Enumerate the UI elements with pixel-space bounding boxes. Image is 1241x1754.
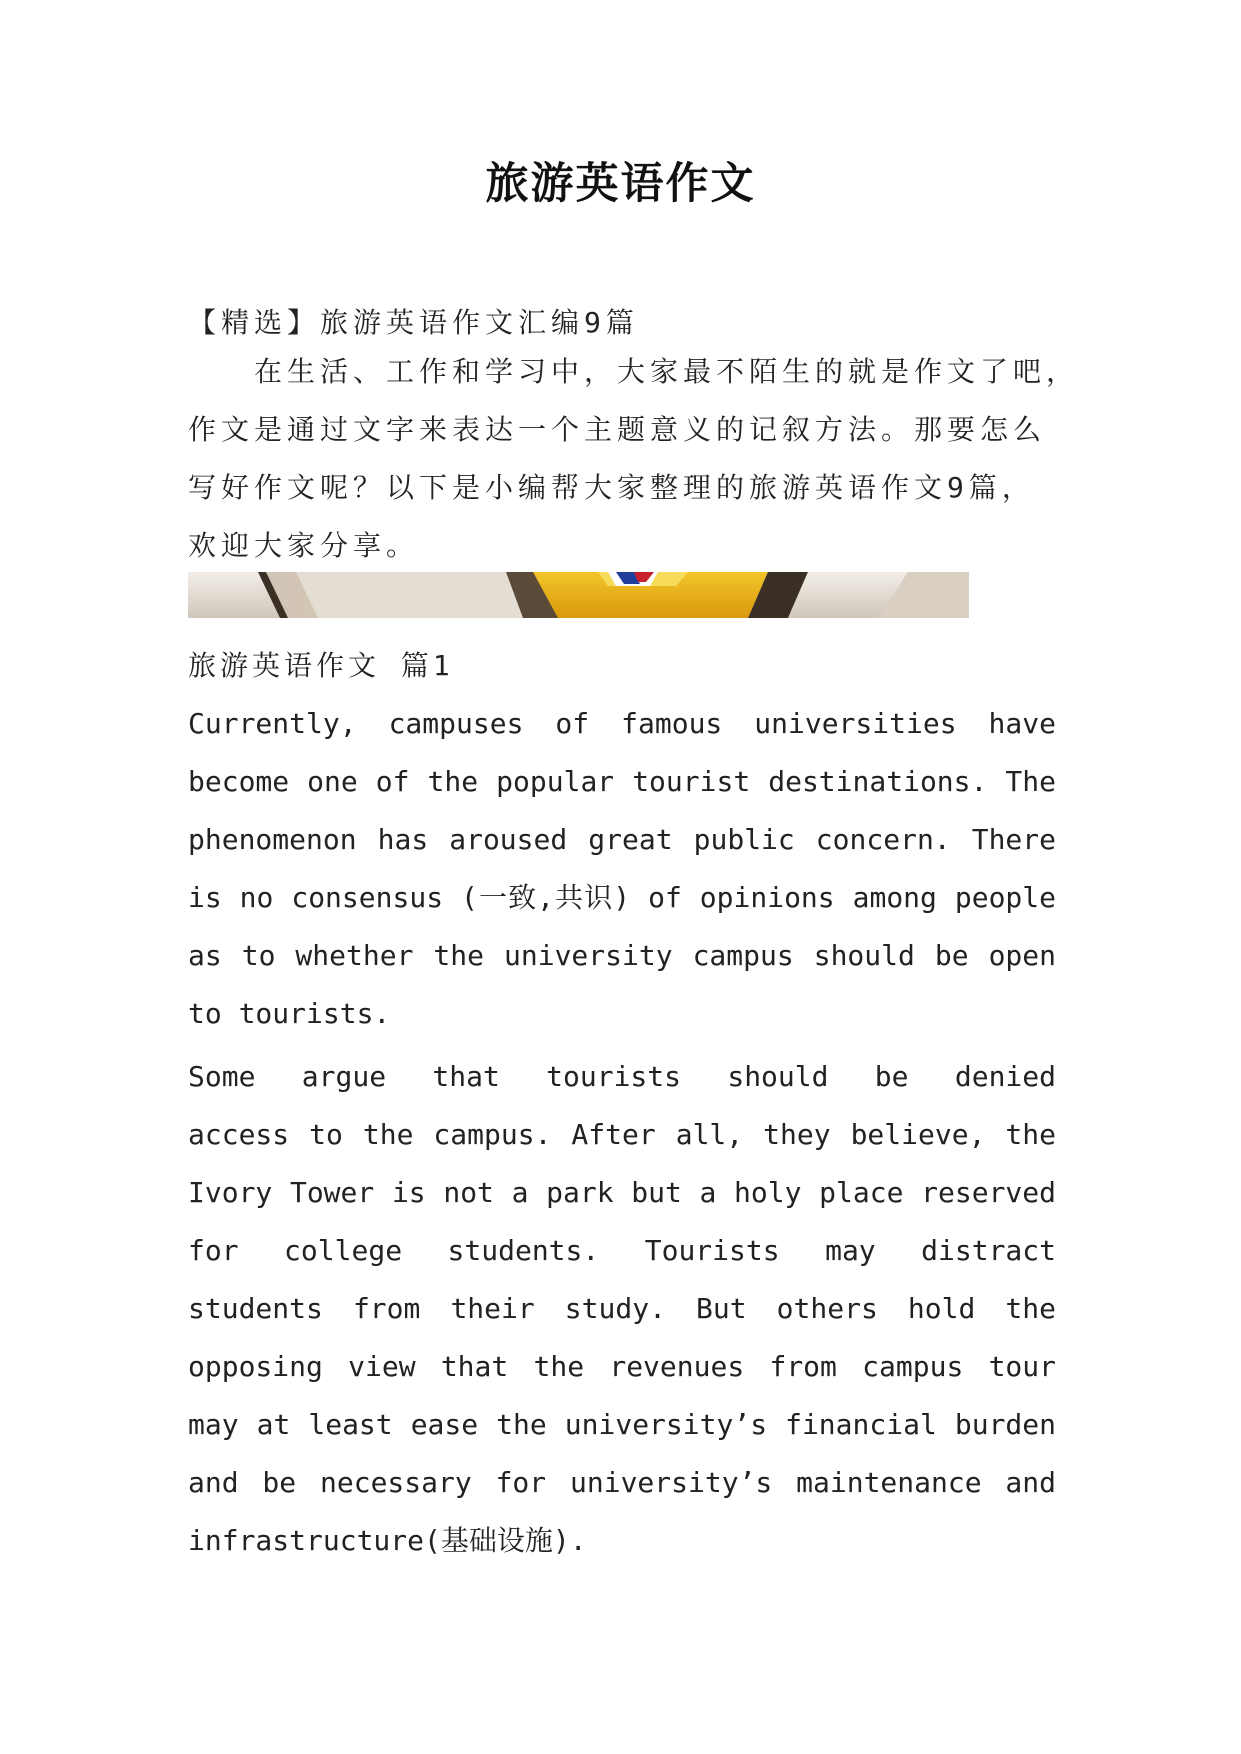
- paragraph-line: as to whether the university campus should be open: [188, 939, 1056, 972]
- paragraph-line: opposing view that the revenues from campus tour: [188, 1350, 1056, 1383]
- paragraph-line: access to the campus. After all, they believe, the: [188, 1118, 1056, 1151]
- intro-line: 写好作文呢？以下是小编帮大家整理的旅游英语作文9篇，: [188, 471, 1035, 504]
- paragraph-line: is no consensus (一致,共识) of opinions among people: [188, 881, 1056, 914]
- section-heading: 旅游英语作文 篇1: [188, 649, 454, 682]
- intro-line: 作文是通过文字来表达一个主题意义的记叙方法。那要怎么: [188, 413, 1047, 446]
- document-subtitle: 【精选】旅游英语作文汇编9篇: [188, 306, 639, 339]
- paragraph-line: may at least ease the university’s financial burden: [188, 1408, 1056, 1441]
- paragraph-line: Some argue that tourists should be denied: [188, 1060, 1056, 1093]
- paragraph-line: and be necessary for university’s maintenance and: [188, 1466, 1056, 1499]
- paragraph-line: to tourists.: [188, 997, 391, 1030]
- document-title: 旅游英语作文: [485, 159, 756, 209]
- paragraph-line: become one of the popular tourist destinations. The: [188, 765, 1056, 798]
- paragraph-line: for college students. Tourists may distract: [188, 1234, 1056, 1267]
- intro-line: 在生活、工作和学习中，大家最不陌生的就是作文了吧，: [188, 355, 1080, 388]
- paragraph-line: infrastructure(基础设施).: [188, 1524, 587, 1557]
- intro-paragraph: [188, 343, 1080, 575]
- keyboard-flag-image: [188, 572, 969, 618]
- paragraph-line: students from their study. But others hold the: [188, 1292, 1056, 1325]
- paragraph-1: [188, 695, 1056, 1043]
- paragraph-line: Ivory Tower is not a park but a holy place reserved: [188, 1176, 1056, 1209]
- intro-line: 欢迎大家分享。: [188, 529, 420, 562]
- paragraph-line: Currently, campuses of famous universities have: [188, 707, 1056, 740]
- paragraph-2: [188, 1048, 1056, 1570]
- paragraph-line: phenomenon has aroused great public concern. There: [188, 823, 1056, 856]
- keyboard-flag-illustration: [188, 572, 969, 618]
